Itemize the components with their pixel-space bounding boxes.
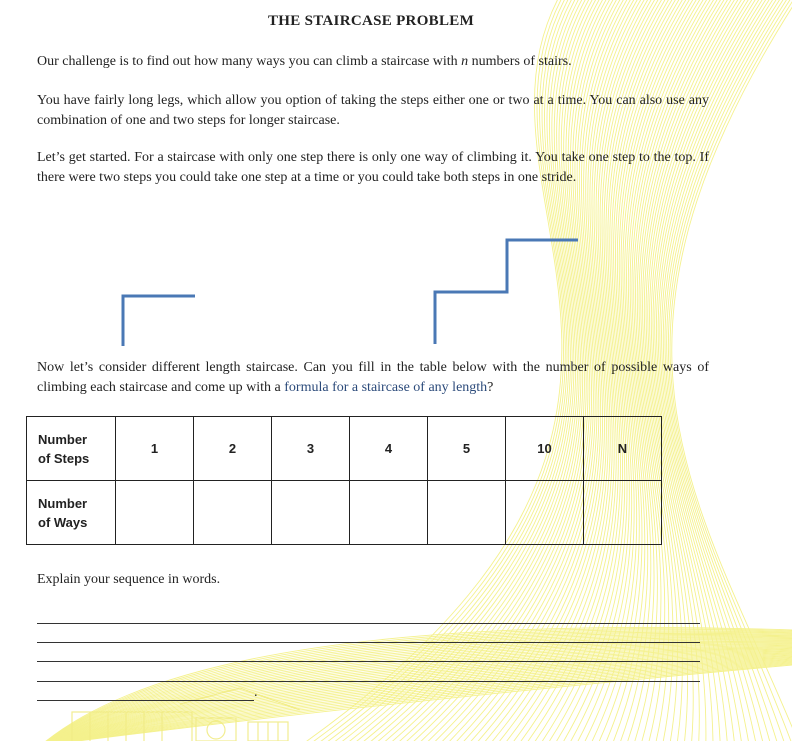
- consider-text-before: Now let’s consider different length staircase. Can you fill in the table below with the number of possible ways of climbing each staircase and come up with a: [37, 360, 709, 395]
- steps-cell-3: 3: [272, 417, 350, 481]
- getting-started-paragraph: Let’s get started. For a staircase with only one step there is only one way of climbing it. You take one step to the top. If there were two steps you could take one step at a time or you could take both steps in one stride.: [37, 150, 709, 185]
- one-step-staircase-line: [123, 296, 195, 346]
- steps-row-header: Number of Steps: [27, 417, 116, 481]
- answer-line[interactable]: [37, 642, 700, 643]
- steps-cell-5: 5: [428, 417, 506, 481]
- steps-cell-4: 4: [350, 417, 428, 481]
- staircase-table: [26, 416, 662, 545]
- answer-line[interactable]: [37, 661, 700, 662]
- one-step-staircase-diagram: [118, 290, 198, 348]
- explain-prompt: Explain your sequence in words.: [37, 572, 221, 587]
- formula-phrase: formula for a staircase of any length: [284, 379, 488, 395]
- ways-cell-3[interactable]: [272, 481, 350, 545]
- steps-cell-n: N: [584, 417, 662, 481]
- two-step-staircase-diagram: [430, 236, 582, 346]
- intro-text-after: numbers of stairs.: [468, 54, 572, 69]
- ways-cell-4[interactable]: [350, 481, 428, 545]
- intro-paragraph: [37, 52, 709, 72]
- ways-cell-2[interactable]: [194, 481, 272, 545]
- steps-row: [27, 417, 662, 481]
- answer-line[interactable]: [37, 623, 700, 624]
- consider-paragraph: [37, 358, 709, 397]
- intro-text-before: Our challenge is to find out how many ways you can climb a staircase with: [37, 54, 462, 69]
- ways-row: [27, 481, 662, 545]
- ways-cell-5[interactable]: [428, 481, 506, 545]
- ways-cell-n[interactable]: [584, 481, 662, 545]
- answer-line-short[interactable]: [37, 700, 254, 701]
- consider-text-after: ?: [487, 379, 494, 395]
- answer-end-period: .: [254, 685, 258, 700]
- steps-cell-10: 10: [506, 417, 584, 481]
- ways-row-header: Number of Ways: [27, 481, 116, 545]
- legs-paragraph: You have fairly long legs, which allow you option of taking the steps either one or two at a time. You can also use any combination of one and two steps for longer staircase.: [37, 93, 709, 128]
- intro-variable: n: [461, 54, 469, 69]
- answer-line[interactable]: [37, 681, 700, 682]
- steps-cell-2: 2: [194, 417, 272, 481]
- page-title: THE STAIRCASE PROBLEM: [267, 13, 475, 29]
- ways-cell-10[interactable]: [506, 481, 584, 545]
- two-step-staircase-line: [435, 240, 578, 344]
- steps-cell-1: 1: [116, 417, 194, 481]
- ways-cell-1[interactable]: [116, 481, 194, 545]
